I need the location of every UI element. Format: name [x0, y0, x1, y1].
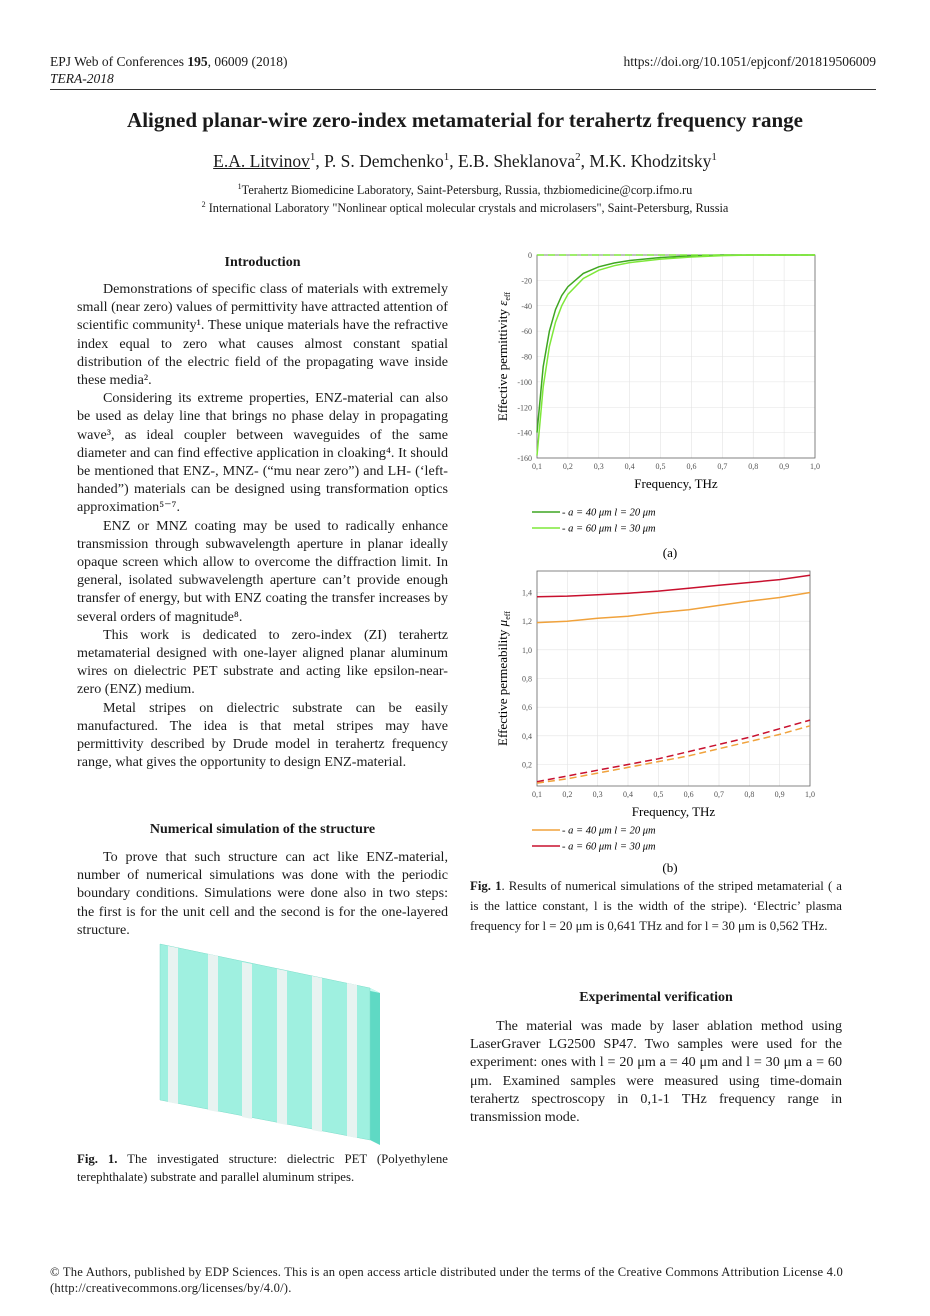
legend-label: - a = 60 μm l = 30 μm	[562, 523, 656, 535]
paragraph: Considering its extreme properties, ENZ-material can also be used as delay line that brings no phase delay in propagating wave³, as ideal coupler between waveguides of the same diameter and can find effective application in cloaking⁴. It should be mentioned that ENZ-, MNZ- (“mu near zero”) and LH- (‘left-handed”) materials can be designed using transformation optics approximation⁵⁻⁷.	[77, 390, 448, 516]
author-first: E.A. Litvinov	[213, 151, 310, 171]
author: , M.K. Khodzitsky	[580, 151, 712, 171]
y-tick-label: -60	[521, 327, 532, 337]
aluminum-stripe	[242, 962, 252, 1119]
doi-link[interactable]: https://doi.org/10.1051/epjconf/201819506009	[623, 54, 876, 69]
author: , E.B. Sheklanova	[449, 151, 576, 171]
series-group	[537, 255, 815, 456]
x-tick-label: 0,7	[717, 462, 728, 471]
aff-text: Terahertz Biomedicine Laboratory, Saint-Petersburg, Russia, thzbiomedicine@corp.ifmo.ru	[241, 183, 693, 198]
caption-label: Fig. 1.	[77, 1152, 118, 1166]
y-tick-label: 0,2	[522, 760, 532, 770]
x-tick-label: 0,1	[532, 790, 542, 799]
panel-label: (a)	[662, 545, 678, 560]
author-sup: 1	[309, 151, 316, 164]
x-tick-label: 0,8	[744, 790, 755, 799]
y-tick-label: 0,4	[522, 731, 532, 741]
permittivity-chart	[480, 245, 840, 565]
x-tick-label: 0,2	[562, 790, 573, 799]
x-tick-label: 0,9	[779, 462, 790, 471]
x-tick-label: 1,0	[805, 790, 815, 799]
x-tick-label: 1,0	[810, 462, 820, 471]
aff-text: International Laboratory "Nonlinear optical molecular crystals and microlasers", Saint-Petersburg, Russia	[205, 201, 729, 216]
aluminum-stripe	[312, 976, 322, 1132]
x-tick-label: 0,7	[714, 790, 724, 799]
y-tick-label: -100	[517, 377, 532, 387]
x-axis-label: Frequency, THz	[634, 476, 718, 491]
caption-text: The investigated structure: dielectric PET (Polyethylene terephthalate) substrate and parallel aluminum stripes.	[77, 1152, 448, 1184]
section-heading-numerical: Numerical simulation of the structure	[149, 822, 376, 837]
y-axis-label-text: Effective permittivity	[495, 305, 510, 422]
caption-text: . Results of numerical simulations of the striped metamaterial ( a is the lattice constant, l is the width of the stripe). ‘Electric’ plasma frequency for l = 20 μm is 0,641 THz and for l = 30 μm is 0,562 THz.	[470, 879, 842, 933]
y-tick-label: 1,4	[522, 588, 532, 598]
series-line	[537, 593, 810, 623]
introduction-body	[77, 280, 448, 771]
numerical-body	[77, 848, 448, 939]
series-line	[537, 575, 810, 597]
y-axis-label-symbol: ε	[495, 300, 510, 306]
aluminum-stripe	[347, 983, 357, 1138]
y-axis-label-text: Effective permeability	[495, 626, 510, 746]
author-sup: 2	[575, 151, 581, 164]
journal-citation	[50, 53, 288, 70]
structure-figure	[150, 940, 390, 1150]
paragraph: Demonstrations of specific class of materials with extremely small (near zero) values of permittivity have attracted attention of scientific community¹. These unique materials have the refractive index equal to zero what causes almost constant spatial distribution of the electric field of the propagating wave inside these media².	[77, 281, 448, 389]
series-line	[537, 255, 815, 433]
substrate-side	[370, 988, 380, 1145]
series-line	[537, 255, 815, 456]
y-tick-label: 0,6	[522, 703, 532, 713]
legend-label: - a = 40 μm l = 20 μm	[562, 825, 656, 837]
x-tick-label: 0,2	[562, 462, 573, 471]
section-heading-experimental: Experimental verification	[579, 990, 733, 1005]
aff-sup: 2	[201, 200, 206, 209]
x-tick-label: 0,1	[532, 462, 542, 471]
y-axis-label	[495, 292, 512, 421]
header-rule	[50, 89, 876, 90]
y-tick-label: -20	[521, 276, 532, 286]
caption-label: Fig. 1	[470, 879, 502, 893]
y-tick-label: -40	[521, 301, 532, 311]
journal-prefix: EPJ Web of Conferences	[50, 54, 188, 69]
legend	[532, 508, 656, 535]
y-tick-label: -80	[521, 352, 532, 362]
x-tick-label: 0,3	[592, 790, 603, 799]
x-tick-label: 0,3	[593, 462, 604, 471]
journal-volume: 195	[187, 54, 208, 69]
permeability-chart	[480, 568, 840, 878]
x-tick-label: 0,5	[653, 790, 664, 799]
y-axis-label-subscript: eff	[503, 291, 512, 301]
conference-name: TERA-2018	[50, 71, 114, 86]
section-heading-introduction: Introduction	[224, 255, 301, 270]
y-tick-label: 0	[528, 251, 532, 260]
affiliation-1	[0, 182, 930, 198]
author-sup: 1	[443, 151, 450, 164]
y-tick-label: -120	[517, 403, 532, 413]
legend-label: - a = 40 μm l = 20 μm	[562, 507, 656, 519]
x-tick-label: 0,6	[683, 790, 694, 799]
results-figure-caption	[470, 876, 842, 936]
aluminum-stripe	[277, 969, 287, 1125]
x-tick-label: 0,4	[623, 790, 633, 799]
author-list	[0, 151, 930, 172]
author-sup: 1	[711, 151, 717, 164]
aluminum-stripe	[168, 946, 178, 1104]
y-tick-label: 0,8	[522, 674, 532, 684]
affiliation-2	[0, 200, 930, 216]
x-tick-label: 0,9	[774, 790, 785, 799]
aluminum-stripe	[208, 954, 218, 1112]
paragraph: The material was made by laser ablation method using LaserGraver LG2500 SP47. Two samples were used for the experiment: ones with l = 20 μm a = 40 μm and l = 30 μm a = 60 μm. Examined samples were measured using time-domain terahertz spectroscopy in 0,1-1 THz frequency range in transmission mode.	[470, 1018, 842, 1126]
legend-label: - a = 60 μm l = 30 μm	[562, 841, 656, 853]
structure-figure-caption	[77, 1150, 448, 1186]
panel-label: (b)	[662, 860, 678, 875]
journal-article: , 06009 (2018)	[207, 54, 288, 69]
series-line	[537, 720, 810, 782]
y-axis-label-subscript: eff	[503, 611, 512, 620]
y-axis-label	[495, 611, 512, 746]
experimental-body	[470, 1017, 842, 1126]
author: , P. S. Demchenko	[315, 151, 444, 171]
x-tick-label: 0,5	[655, 462, 666, 471]
x-tick-label: 0,4	[624, 462, 635, 471]
paragraph: Metal stripes on dielectric substrate can be easily manufactured. The idea is that metal stripes may have permittivity described by Drude model in terahertz frequency range, what gives the opportunity to design ENZ-material.	[77, 699, 448, 771]
x-tick-label: 0,6	[686, 462, 697, 471]
y-axis-label-symbol: μ	[495, 619, 510, 627]
paragraph: This work is dedicated to zero-index (ZI) terahertz metamaterial designed with one-layer aligned planar aluminum wires on dielectric PET substrate and acting like epsilon-near-zero (ENZ) medium.	[77, 626, 448, 698]
x-axis-label: Frequency, THz	[631, 804, 716, 819]
x-tick-label: 0,8	[748, 462, 759, 471]
license-footer: © The Authors, published by EDP Sciences. This is an open access article distributed under the terms of the Creative Commons Attribution License 4.0 (http://creativecommons.org/licenses/by/4.0/).	[50, 1265, 844, 1295]
substrate-face	[160, 944, 370, 1140]
legend	[532, 826, 656, 853]
y-tick-label: 1,2	[522, 617, 532, 627]
y-tick-label: 1,0	[522, 645, 532, 655]
paragraph: To prove that such structure can act like ENZ-material, number of numerical simulations was done with the periodic boundary conditions. Simulations were done also in two steps: the first is for the unit cell and the second is for the one-layered structure.	[77, 849, 448, 938]
y-tick-label: -160	[517, 454, 532, 463]
y-tick-label: -140	[517, 428, 532, 438]
paragraph: ENZ or MNZ coating may be used to radically enhance transmission through subwavelength aperture in planar ideally opaque screen which allow to overcome the diffraction limit. In general, isolated subwavelength aperture can’t provide enough transfer of energy, but with ENZ coating the transfer increases by several orders of magnitude⁸.	[77, 517, 448, 625]
series-group	[537, 575, 810, 783]
series-line	[537, 726, 810, 783]
aff-sup: 1	[237, 182, 242, 191]
paper-title: Aligned planar-wire zero-index metamaterial for terahertz frequency range	[127, 108, 803, 132]
